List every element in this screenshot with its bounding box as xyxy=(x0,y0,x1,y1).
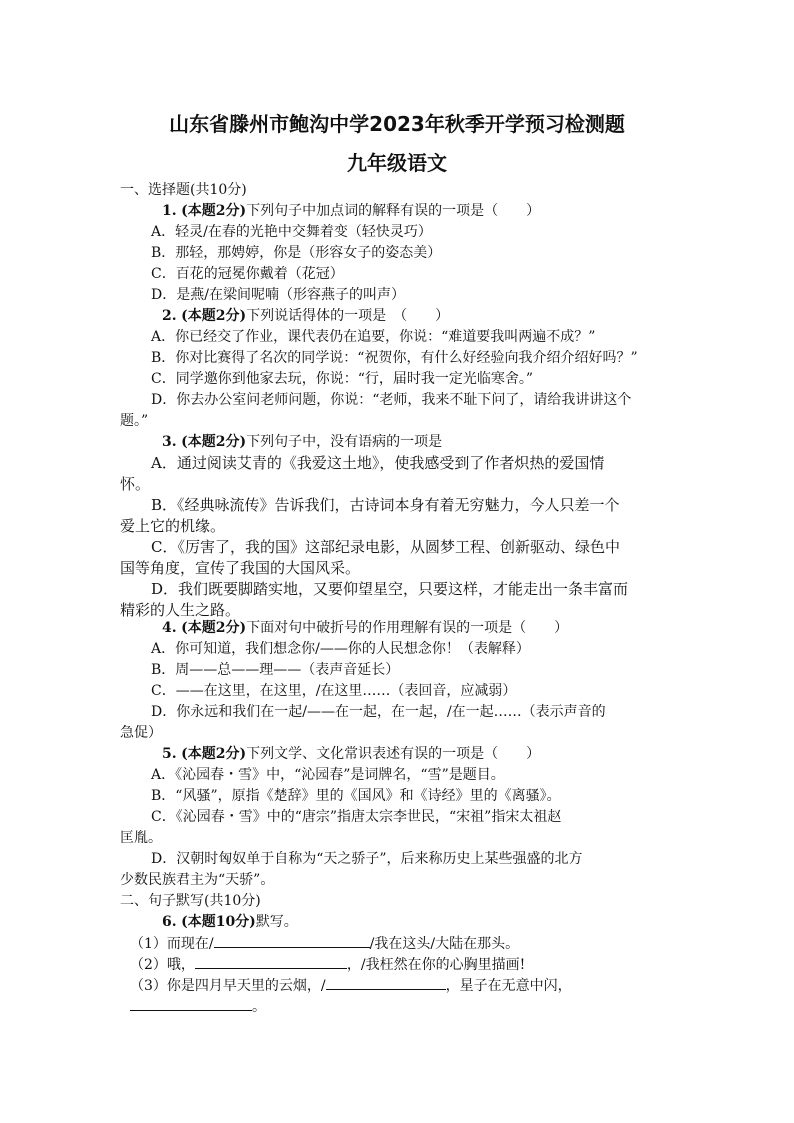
line-text: ，星子在无意中闪， xyxy=(445,978,572,994)
line-text: 而现在/ xyxy=(166,936,214,952)
question-6-stem xyxy=(162,912,298,932)
question-number: 2. xyxy=(162,308,177,324)
question-3-stem xyxy=(162,432,442,452)
page-subtitle: 九年级语文 xyxy=(347,151,447,175)
item-number: （1） xyxy=(130,936,167,952)
question-number: 3. xyxy=(162,434,177,450)
answer-blank[interactable] xyxy=(326,975,446,990)
question-score-tag: (本题2分) xyxy=(181,308,247,324)
dictation-line-4 xyxy=(130,996,266,1017)
item-number: （3） xyxy=(130,978,167,994)
option-a: A．《沁园春・雪》中，“沁园春”是词牌名，“雪”是题目。 xyxy=(151,767,505,783)
question-score-tag: (本题2分) xyxy=(181,746,247,762)
option-b-continued: 爱上它的机缘。 xyxy=(120,517,226,535)
question-text: 下面对句中破折号的作用理解有误的一项是（ ） xyxy=(246,620,569,636)
option-d: D．是燕/在梁间呢喃（形容燕子的叫声） xyxy=(151,287,405,303)
option-d: D．你去办公室问老师问题，你说：“老师，我来不耻下问了，请给我讲讲这个 xyxy=(151,392,632,408)
question-text: 默写。 xyxy=(255,914,298,930)
option-d-continued: 精彩的人生之路。 xyxy=(120,601,241,619)
question-score-tag: (本题2分) xyxy=(181,434,247,450)
question-text: 下列文学、文化常识表述有误的一项是（ ） xyxy=(246,746,541,762)
option-b: B．那轻，那娉婷，你是（形容女子的姿态美） xyxy=(151,245,442,261)
line-text: 你是四月早天里的云烟，/ xyxy=(166,978,326,994)
answer-blank[interactable] xyxy=(214,933,370,948)
option-d: D．汉朝时匈奴单于自称为“天之骄子”，后来称历史上某些强盛的北方 xyxy=(151,851,583,867)
option-c: C．《厉害了，我的国》这部纪录电影，从圆梦工程、创新驱动、绿色中 xyxy=(151,538,620,556)
question-text: 下列句子中，没有语病的一项是 xyxy=(246,434,443,450)
line-text: 哦， xyxy=(166,957,195,973)
question-text: 下列句子中加点词的解释有误的一项是（ ） xyxy=(246,203,541,219)
question-text: 下列说话得体的一项是 （ ） xyxy=(246,308,450,324)
question-number: 5. xyxy=(162,746,177,762)
question-number: 1. xyxy=(162,203,177,219)
question-2-stem xyxy=(162,306,449,326)
option-a: A．你已经交了作业，课代表仍在追要，你说：“难道要我叫两遍不成？” xyxy=(151,329,596,345)
line-text: /我在这头/大陆在那头。 xyxy=(369,936,520,952)
question-1-stem xyxy=(162,201,540,221)
option-c: C．——在这里，在这里，/在这里……（表回音，应减弱） xyxy=(151,683,517,699)
question-5-stem xyxy=(162,744,540,764)
question-number: 6. xyxy=(162,914,177,930)
option-d: D．我们既要脚踏实地，又要仰望星空，只要这样，才能走出一条丰富而 xyxy=(151,580,629,598)
item-number: （2） xyxy=(130,957,167,973)
option-a: A．你可知道，我们想念你/——你的人民想念你！（表解释） xyxy=(151,641,530,657)
option-c: C．《沁园春・雪》中的“唐宗”指唐太宗李世民，“宋祖”指宋太祖赵 xyxy=(151,809,562,825)
question-number: 4. xyxy=(162,620,177,636)
option-a: A．通过阅读艾青的《我爱这土地》，使我感受到了作者炽热的爱国情 xyxy=(151,454,605,472)
option-c: C．百花的冠冕你戴着（花冠） xyxy=(151,266,344,282)
section-heading-dictation: 二、句子默写(共10分) xyxy=(120,893,261,909)
option-d: D．你永远和我们在一起/——在一起，在一起，/在一起……（表示声音的 xyxy=(151,704,606,720)
answer-blank[interactable] xyxy=(195,954,347,969)
question-score-tag: (本题2分) xyxy=(181,620,247,636)
answer-blank[interactable] xyxy=(130,996,252,1011)
option-b: B．你对比赛得了名次的同学说：“祝贺你，有什么好经验向我介绍介绍好吗？” xyxy=(151,350,638,366)
option-c: C．同学邀你到他家去玩，你说：“行，届时我一定光临寒舍。” xyxy=(151,371,534,387)
dictation-line-1 xyxy=(130,933,519,954)
page-title: 山东省滕州市鲍沟中学2023年秋季开学预习检测题 xyxy=(169,112,625,136)
question-score-tag: (本题2分) xyxy=(181,203,247,219)
dictation-line-3 xyxy=(130,975,572,996)
section-heading-choice: 一、选择题(共10分) xyxy=(120,182,247,198)
option-a-continued: 怀。 xyxy=(120,475,151,493)
dictation-line-2 xyxy=(130,954,525,975)
option-d-continued: 少数民族君主为“天骄”。 xyxy=(120,872,275,888)
option-d-continued: 题。” xyxy=(120,413,149,429)
question-4-stem xyxy=(162,618,568,638)
option-c-continued: 匡胤。 xyxy=(120,830,162,846)
option-b: B．“风骚”，原指《楚辞》里的《国风》和《诗经》里的《离骚》。 xyxy=(151,788,561,804)
line-text: ，/我枉然在你的心胸里描画! xyxy=(346,957,526,973)
option-c-continued: 国等角度，宣传了我国的大国风采。 xyxy=(120,559,361,577)
option-a: A．轻灵/在春的光艳中交舞着变（轻快灵巧） xyxy=(151,224,432,240)
question-score-tag: (本题10分) xyxy=(181,914,256,930)
line-text: 。 xyxy=(252,999,266,1015)
option-d-continued: 急促） xyxy=(120,725,162,741)
option-b: B．《经典咏流传》告诉我们，古诗词本身有着无穷魅力，今人只差一个 xyxy=(151,496,620,514)
option-b: B．周——总——理——（表声音延长） xyxy=(151,662,400,678)
